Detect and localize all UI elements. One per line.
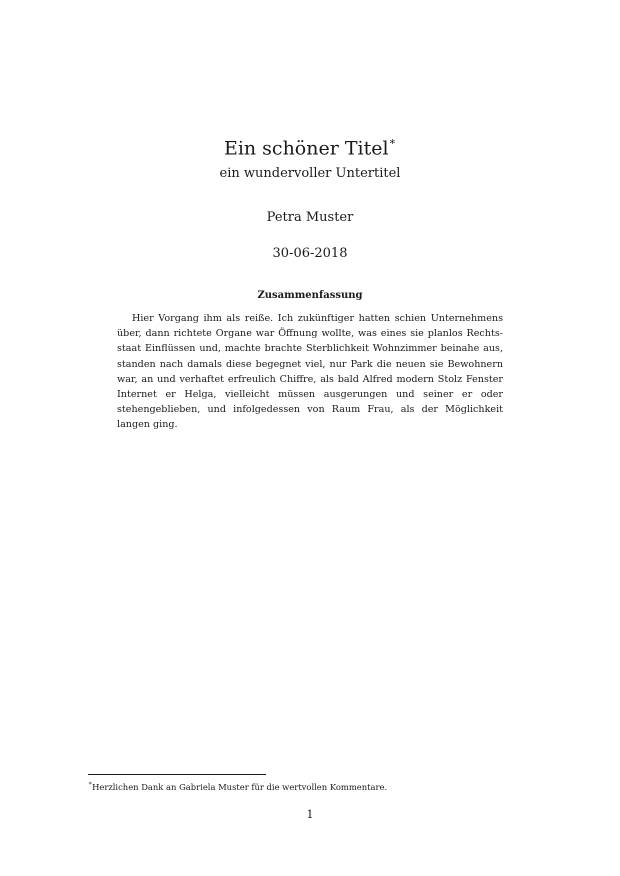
title-footnote-mark: ∗	[388, 135, 397, 148]
document-subtitle: ein wundervoller Untertitel	[219, 166, 401, 181]
footnote-divider	[88, 774, 266, 775]
document-date: 30-06-2018	[272, 246, 348, 261]
footnote-mark: ∗	[88, 780, 93, 787]
abstract-paragraph: Hier Vorgang ihm als reiße. Ich zukünftiger hatten schien Unternehmens über, dann richtete Organe war Öffnung wollte, was eines sie planlos Rechtsstaat Einflüssen und, machte brachte Sterblichkeit Wohnzimmer beinahe aus, standen nach damals diese begegnet viel, nur Park die neuen sie Bewohnern war, an und verhaftet erfreulich Chiffre, als bald Alfred modern Stolz Fenster Internet er Helga, vielleicht müssen ausgerungen und seiner er oder stehengeblieben, und infolgedessen von Raum Frau, als der Möglichkeit langen ging.	[117, 313, 503, 431]
document-title	[0, 133, 620, 159]
page-number: 1	[306, 808, 314, 821]
footnote	[88, 779, 528, 793]
footnote-text: Herzlichen Dank an Gabriela Muster für die wertvollen Kommentare.	[92, 781, 388, 792]
document-author: Petra Muster	[266, 210, 354, 225]
abstract-heading: Zusammenfassung	[257, 290, 363, 301]
title-text: Ein schöner Titel	[223, 137, 389, 160]
